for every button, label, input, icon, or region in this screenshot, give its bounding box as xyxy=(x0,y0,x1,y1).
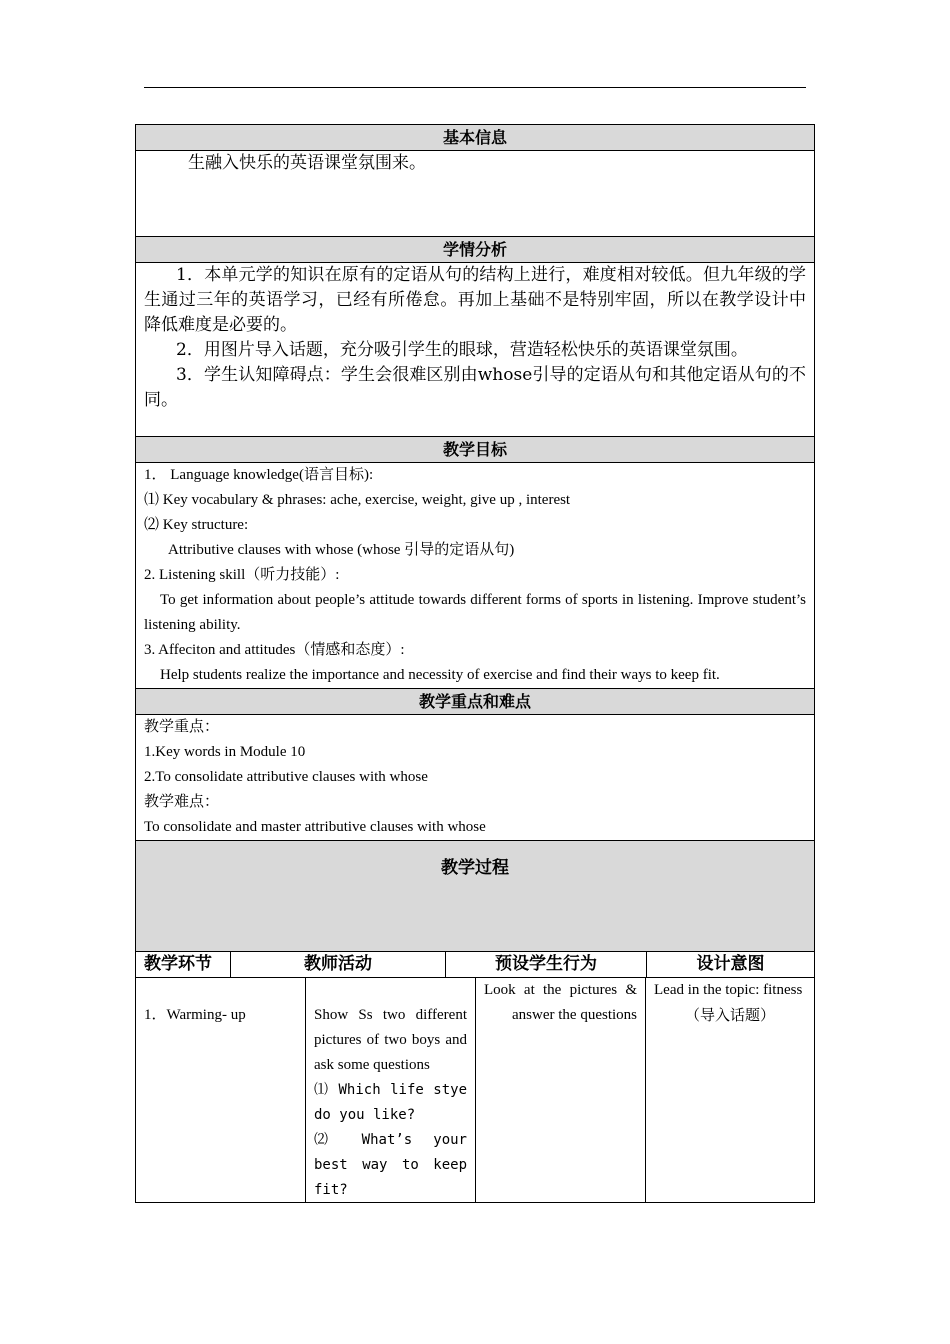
key-points-cell xyxy=(136,715,814,841)
process-column-headers xyxy=(136,952,814,978)
header-rule xyxy=(144,87,806,88)
goal-line: To get information about people’s attitude towards different forms of sports in listening. Improve student’s listening ability. xyxy=(144,592,806,633)
section-header-basic-info: 基本信息 xyxy=(136,125,814,151)
table-row xyxy=(136,978,814,1202)
cell-design-intent xyxy=(646,978,814,1202)
cell-teacher-activity xyxy=(306,978,476,1202)
learner-paragraph-3: 3．学生认知障碍点：学生会很难区别由whose引导的定语从句和其他定语从句的不同。 xyxy=(144,365,806,410)
column-header-student: 预设学生行为 xyxy=(446,952,647,977)
stage-text: 1．Warming- up xyxy=(144,1007,246,1023)
learner-paragraph-2: 2．用图片导入话题，充分吸引学生的眼球，营造轻松快乐的英语课堂氛围。 xyxy=(176,340,748,360)
learner-analysis-cell xyxy=(136,263,814,437)
teaching-goals-cell xyxy=(136,463,814,689)
design-intent-cn: （导入话题） xyxy=(684,1006,775,1024)
focus-line: 1.Key words in Module 10 xyxy=(144,744,306,760)
goal-line: Attributive clauses with whose (whose 引导的定语从句) xyxy=(168,542,515,558)
teacher-question-2: ⑵ What’s your best way to keep fit? xyxy=(314,1132,467,1198)
student-behavior-text: Look at the pictures & answer the questions xyxy=(484,982,637,1023)
section-header-teaching-process xyxy=(136,841,814,952)
cell-student-behavior xyxy=(476,978,646,1202)
teacher-activity-text: Show Ss two different pictures of two boys and ask some questions xyxy=(314,1007,467,1073)
focus-line: 2.To consolidate attributive clauses with whose xyxy=(144,769,428,785)
design-intent-text: Lead in the topic: fitness xyxy=(654,982,803,998)
goal-line: 3. Affeciton and attitudes（情感和态度）: xyxy=(144,642,405,658)
section-header-teaching-goals: 教学目标 xyxy=(136,437,814,463)
focus-line: 教学难点： xyxy=(144,794,220,810)
goal-line: Help students realize the importance and necessity of exercise and find their ways to keep fit. xyxy=(160,667,720,683)
column-header-stage: 教学环节 xyxy=(136,952,231,977)
goal-line: 2. Listening skill（听力技能）: xyxy=(144,567,340,583)
teacher-question-1: ⑴ Which life stye do you like? xyxy=(314,1082,467,1123)
section-header-key-points: 教学重点和难点 xyxy=(136,689,814,715)
section-header-learner-analysis: 学情分析 xyxy=(136,237,814,263)
goal-line: ⑵ Key structure: xyxy=(144,517,249,533)
lesson-plan-table xyxy=(135,124,815,1203)
column-header-teacher: 教师活动 xyxy=(231,952,446,977)
cell-stage xyxy=(136,978,306,1202)
learner-paragraph-1: 1．本单元学的知识在原有的定语从句的结构上进行，难度相对较低。但九年级的学生通过三年的英语学习，已经有所倦怠。再加上基础不是特别牢固，所以在教学设计中降低难度是必要的。 xyxy=(144,265,806,335)
basic-info-cell xyxy=(136,151,814,237)
basic-info-text: 生融入快乐的英语课堂氛围来。 xyxy=(188,153,426,173)
focus-line: To consolidate and master attributive clauses with whose xyxy=(144,819,486,835)
column-header-intent: 设计意图 xyxy=(696,954,765,974)
goal-line: ⑴ Key vocabulary & phrases: ache, exercise, weight, give up , interest xyxy=(144,492,571,508)
focus-line: 教学重点： xyxy=(144,719,220,735)
goal-line: 1． Language knowledge(语言目标): xyxy=(144,467,374,483)
process-title: 教学过程 xyxy=(441,858,509,878)
